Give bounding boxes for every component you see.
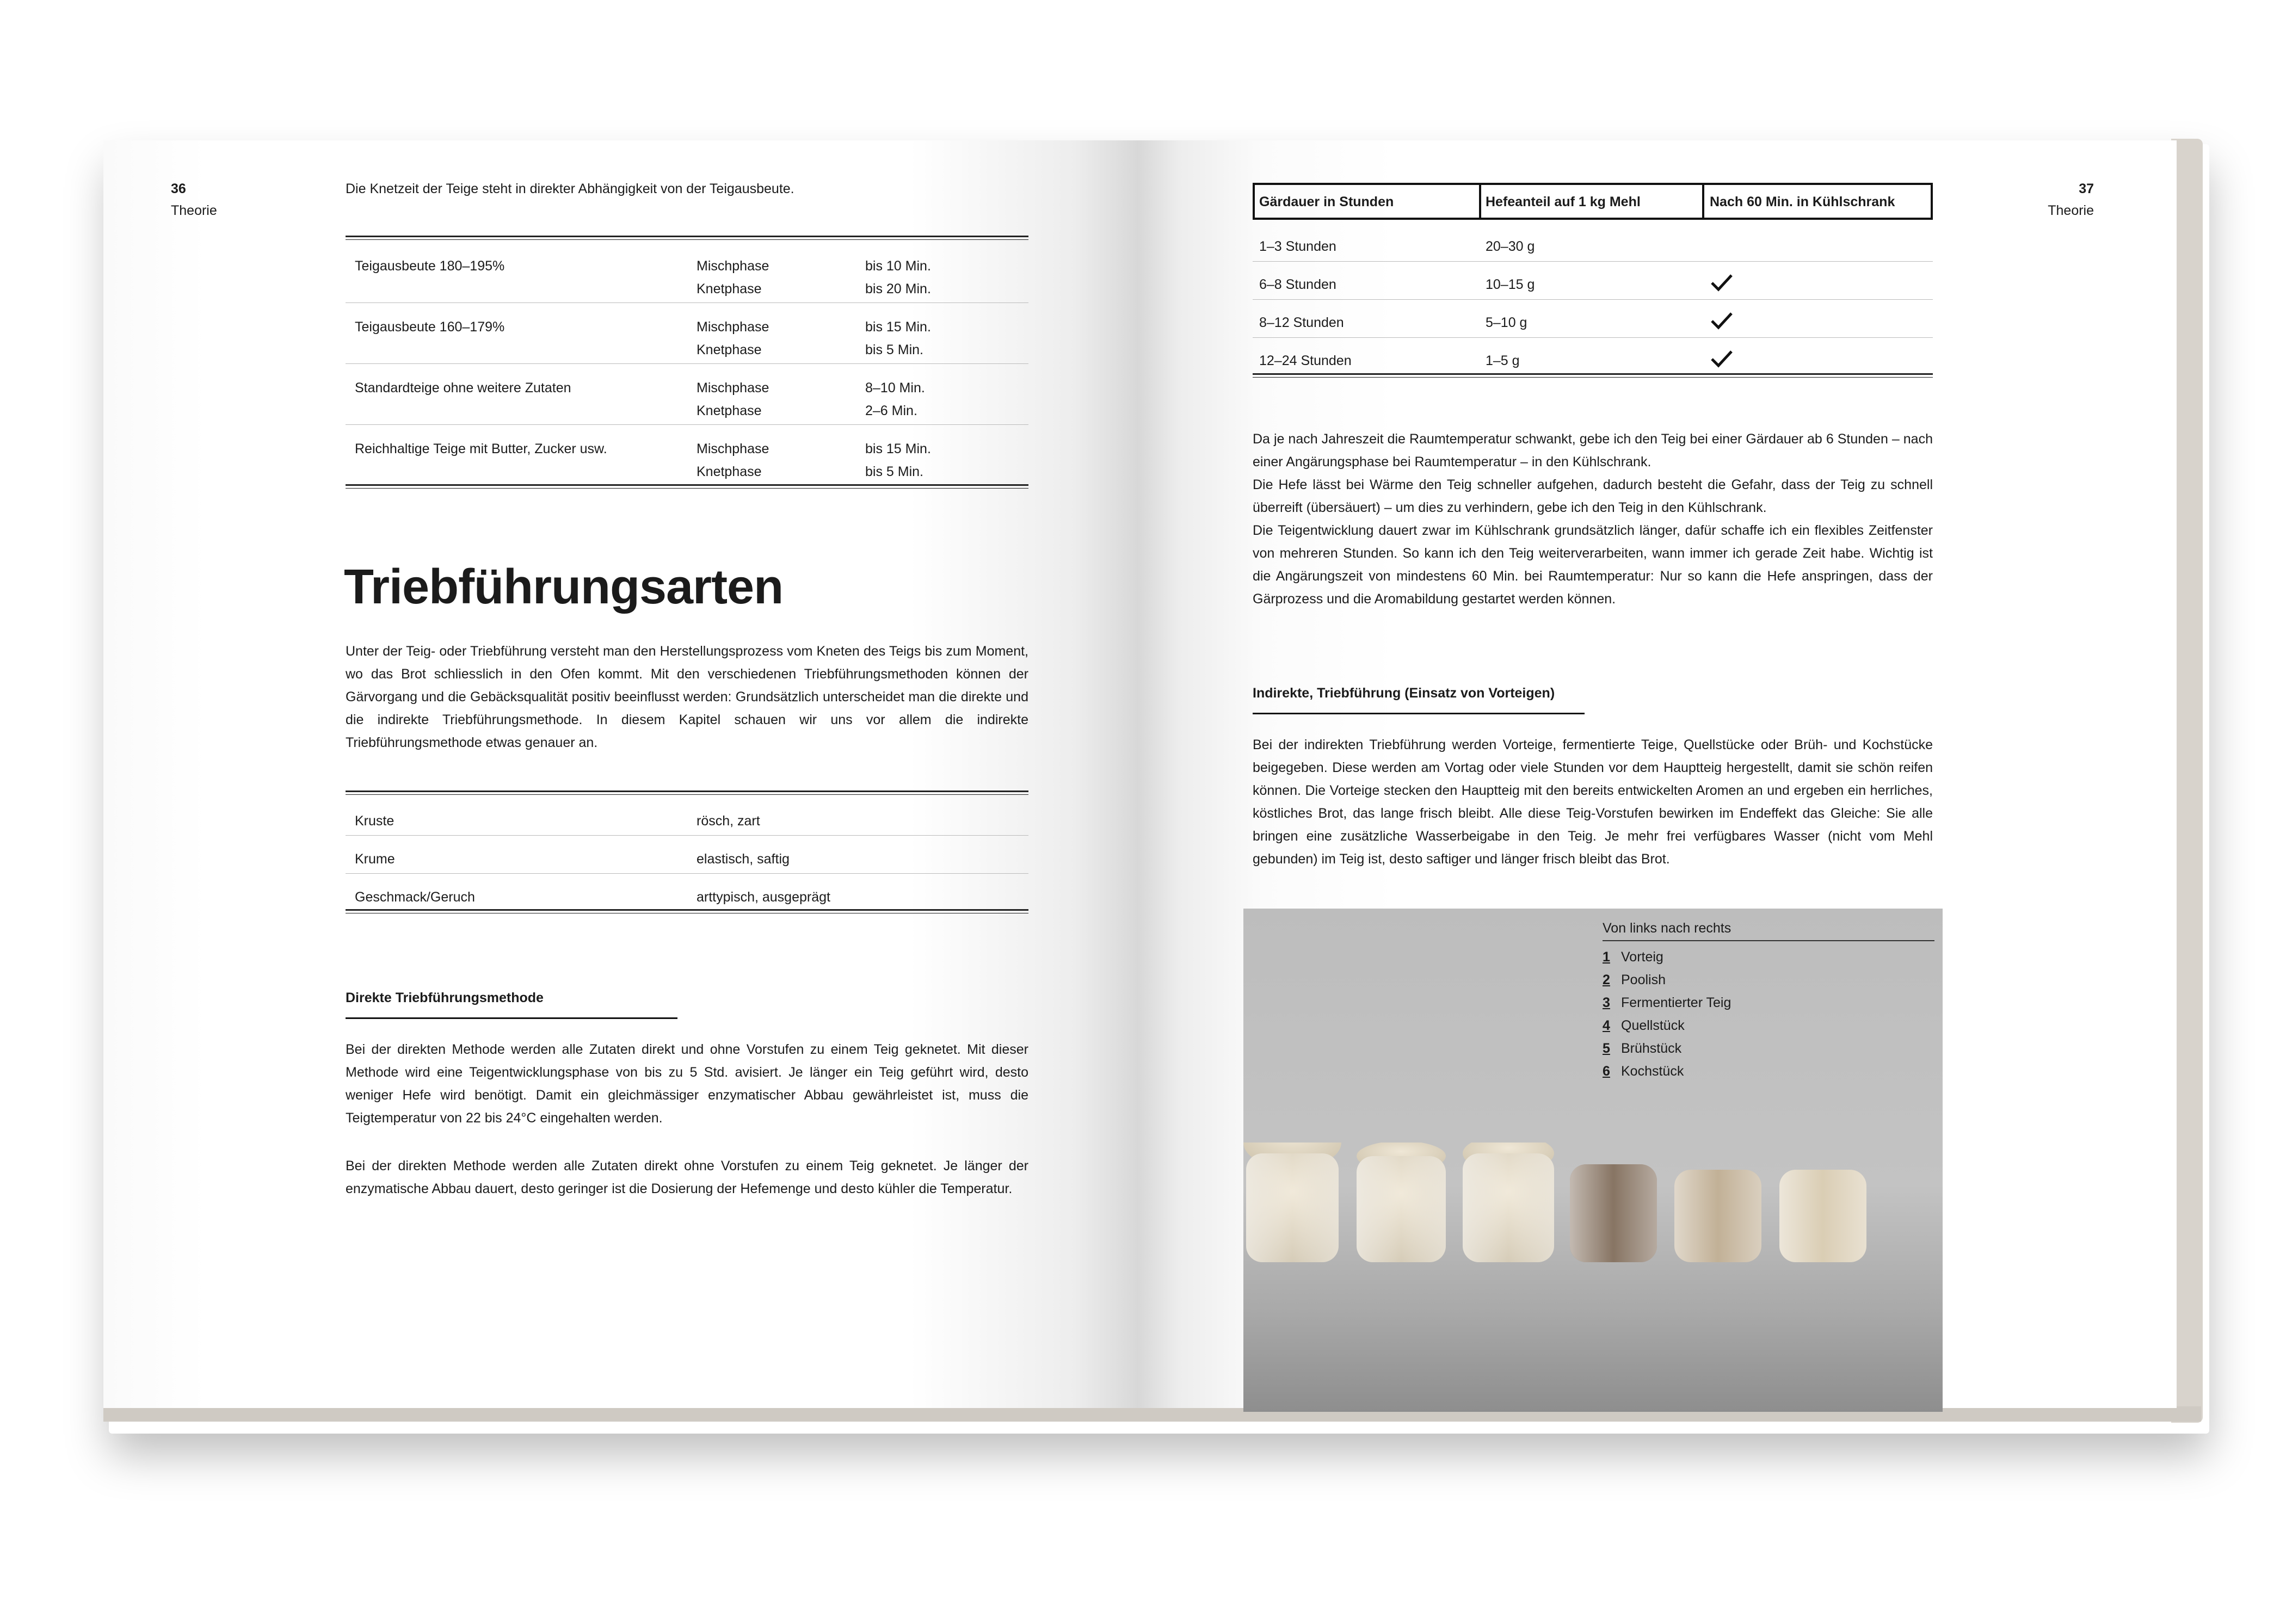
- table-cell: elastisch, saftig: [697, 851, 790, 867]
- table-cell: Knetphase: [697, 403, 762, 418]
- intro-text: Die Knetzeit der Teige steht in direkter Abhängigkeit von der Teigausbeute.: [346, 181, 794, 196]
- legend-item: 5 Brühstück: [1603, 1041, 1682, 1056]
- indirect-paragraph: Bei der indirekten Triebführung werden Vorteige, fermentierte Teige, Quellstücke oder Brüh- und Kochstücke beigegeben. Diese werden am Vortag oder viele Stunden vor dem Hauptteig hergestellt, damit sie schön reifen können. Die Vorteige stecken den Hauptteig mit den bereits entwickelten Aromen an und ergeben ein herrliches, köstliches Brot, das lange frisch bleibt. Alle diese Teig-Vorstufen bewirken im Endeffekt das Gleiche: Sie alle bringen eine zusätzliche Wasserbeigabe in den Teig. Je mehr frei verfügbares Wasser (nicht vom Mehl gebunden) im Teig ist, desto saftiger und länger frisch bleibt das Brot.: [1253, 737, 1933, 867]
- table-cell: 20–30 g: [1486, 239, 1535, 254]
- direct-paragraph-2: Bei der direkten Methode werden alle Zutaten direkt ohne Vorstufen zu einem Teig geknetet. Je länger der enzymatische Abbau dauert, desto geringer ist die Dosierung der Hefemenge und desto kühler die Temperatur.: [346, 1158, 1028, 1196]
- subsection-heading: Direkte Triebführungsmethode: [346, 990, 544, 1005]
- subsection-rule: [1253, 713, 1585, 714]
- table-cell: Mischphase: [697, 380, 769, 396]
- subsection-heading: Indirekte, Triebführung (Einsatz von Vorteigen): [1253, 686, 1555, 701]
- right-paragraph-3: Die Teigentwicklung dauert zwar im Kühlschrank grundsätzlich länger, dafür schaffe ich ein flexibles Zeitfenster von mehreren Stunden. So kann ich den Teig weiterverarbeiten, wann immer ich gerade Zeit habe. Wichtig ist die Angärungszeit von mindestens 60 Min. bei Raumtemperatur: Nur so kann die Hefe anspringen, dass der Gärprozess und die Aromabildung gestartet werden können.: [1253, 523, 1933, 607]
- table-header-divider: [1479, 183, 1481, 220]
- table-top-rule: [346, 791, 1028, 795]
- table-row-divider: [1253, 299, 1933, 300]
- legend-item: 4 Quellstück: [1603, 1018, 1685, 1033]
- legend-item: 6 Kochstück: [1603, 1064, 1684, 1079]
- table-cell: 5–10 g: [1486, 315, 1527, 330]
- checkmark-icon: [1710, 348, 1734, 370]
- table-row-label: Reichhaltige Teige mit Butter, Zucker usw.: [355, 441, 607, 456]
- table-header: Hefeanteil auf 1 kg Mehl: [1486, 194, 1641, 209]
- table-bottom-rule: [346, 909, 1028, 913]
- photo-legend: [1603, 946, 1731, 1083]
- table-cell: 12–24 Stunden: [1259, 353, 1352, 368]
- table-top-rule: [346, 236, 1028, 240]
- table-cell: bis 5 Min.: [865, 342, 923, 357]
- right-paragraph-2: Die Hefe lässt bei Wärme den Teig schneller aufgehen, dadurch besteht die Gefahr, dass der Teig zu schnell überreift (übersäuert) – um dies zu verhindern, gebe ich den Teig in den Kühlschrank.: [1253, 477, 1933, 515]
- table-cell: bis 5 Min.: [865, 464, 923, 479]
- table-row-divider: [346, 835, 1028, 836]
- table-row-label: Krume: [355, 851, 395, 867]
- legend-item: 1 Vorteig: [1603, 949, 1663, 965]
- legend-item: 3 Fermentierter Teig: [1603, 995, 1731, 1010]
- table-row-divider: [346, 424, 1028, 425]
- table-row-label: Teigausbeute 180–195%: [355, 258, 505, 274]
- left-page: [103, 140, 1137, 1408]
- table-header: Nach 60 Min. in Kühlschrank: [1710, 194, 1895, 209]
- right-paragraph-1: Da je nach Jahreszeit die Raumtemperatur schwankt, gebe ich den Teig bei einer Gärdauer ab 6 Stunden – nach einer Angärungsphase bei Raumtemperatur – in den Kühlschrank.: [1253, 431, 1933, 470]
- page-number-left: 36: [171, 181, 186, 196]
- table-cell: bis 15 Min.: [865, 441, 931, 456]
- table-cell: bis 10 Min.: [865, 258, 931, 274]
- table-cell: bis 20 Min.: [865, 281, 931, 297]
- table-bottom-rule: [1253, 373, 1933, 378]
- legend-item: 2 Poolish: [1603, 972, 1666, 987]
- table-row-label: Kruste: [355, 813, 395, 829]
- table-cell: 6–8 Stunden: [1259, 277, 1336, 292]
- table-cell: Knetphase: [697, 342, 762, 357]
- table-cell: 1–5 g: [1486, 353, 1520, 368]
- table-bottom-rule: [346, 484, 1028, 489]
- section-label-right: Theorie: [2048, 203, 2094, 218]
- table-row-label: Geschmack/Geruch: [355, 890, 475, 905]
- table-row-divider: [346, 302, 1028, 303]
- section-label-left: Theorie: [171, 203, 217, 218]
- table-cell: 8–12 Stunden: [1259, 315, 1344, 330]
- table-cell: 1–3 Stunden: [1259, 239, 1336, 254]
- table-cell: rösch, zart: [697, 813, 760, 829]
- photo-legend-rule: [1603, 940, 1934, 941]
- table-cell: arttypisch, ausgeprägt: [697, 890, 830, 905]
- subsection-rule: [346, 1017, 677, 1019]
- table-cell: Mischphase: [697, 441, 769, 456]
- table-cell: 10–15 g: [1486, 277, 1535, 292]
- table-cell: Knetphase: [697, 464, 762, 479]
- direct-paragraph-1: Bei der direkten Methode werden alle Zutaten direkt und ohne Vorstufen zu einem Teig geknetet. Mit dieser Methode wird eine Teigentwicklungsphase von bis zu 5 Std. avisiert. Je länger ein Teig geführt wird, desto weniger Hefe wird benötigt. Damit ein gleichmässiger enzymatischer Abbau gewährleistet ist, muss die Teigtemperatur von 22 bis 24°C eingehalten werden.: [346, 1042, 1028, 1126]
- table-cell: 8–10 Min.: [865, 380, 925, 396]
- table-row-divider: [346, 363, 1028, 364]
- heading-paragraph: Unter der Teig- oder Triebführung versteht man den Herstellungsprozess vom Kneten des Teigs bis zum Moment, wo das Brot schliesslich in den Ofen kommt. Mit den verschiedenen Triebführungsmethoden können der Gärvorgang und die Gebäcksqualität positiv beeinflusst werden: Grundsätzlich unterscheidet man die direkte und die indirekte Triebführungsmethode. In diesem Kapitel schauen wir uns vor allem die indirekte Triebführungsmethode etwas genauer an.: [346, 644, 1028, 750]
- table-row-label: Teigausbeute 160–179%: [355, 319, 505, 335]
- jars-photo: [1243, 909, 1943, 1412]
- table-cell: 2–6 Min.: [865, 403, 917, 418]
- photo-legend-title: Von links nach rechts: [1603, 921, 1731, 936]
- table-cell: Mischphase: [697, 319, 769, 335]
- table-header: Gärdauer in Stunden: [1259, 194, 1394, 209]
- table-header-divider: [1702, 183, 1704, 220]
- table-row-label: Standardteige ohne weitere Zutaten: [355, 380, 571, 396]
- jars-illustration: [1243, 1143, 1943, 1412]
- table-row-divider: [1253, 261, 1933, 262]
- table-row-divider: [1253, 337, 1933, 338]
- page-number-right: 37: [2079, 181, 2094, 196]
- checkmark-icon: [1710, 272, 1734, 294]
- checkmark-icon: [1710, 310, 1734, 332]
- table-cell: Mischphase: [697, 258, 769, 274]
- page-heading: Triebführungsarten: [344, 560, 784, 614]
- table-cell: bis 15 Min.: [865, 319, 931, 335]
- table-cell: Knetphase: [697, 281, 762, 297]
- table-row-divider: [346, 873, 1028, 874]
